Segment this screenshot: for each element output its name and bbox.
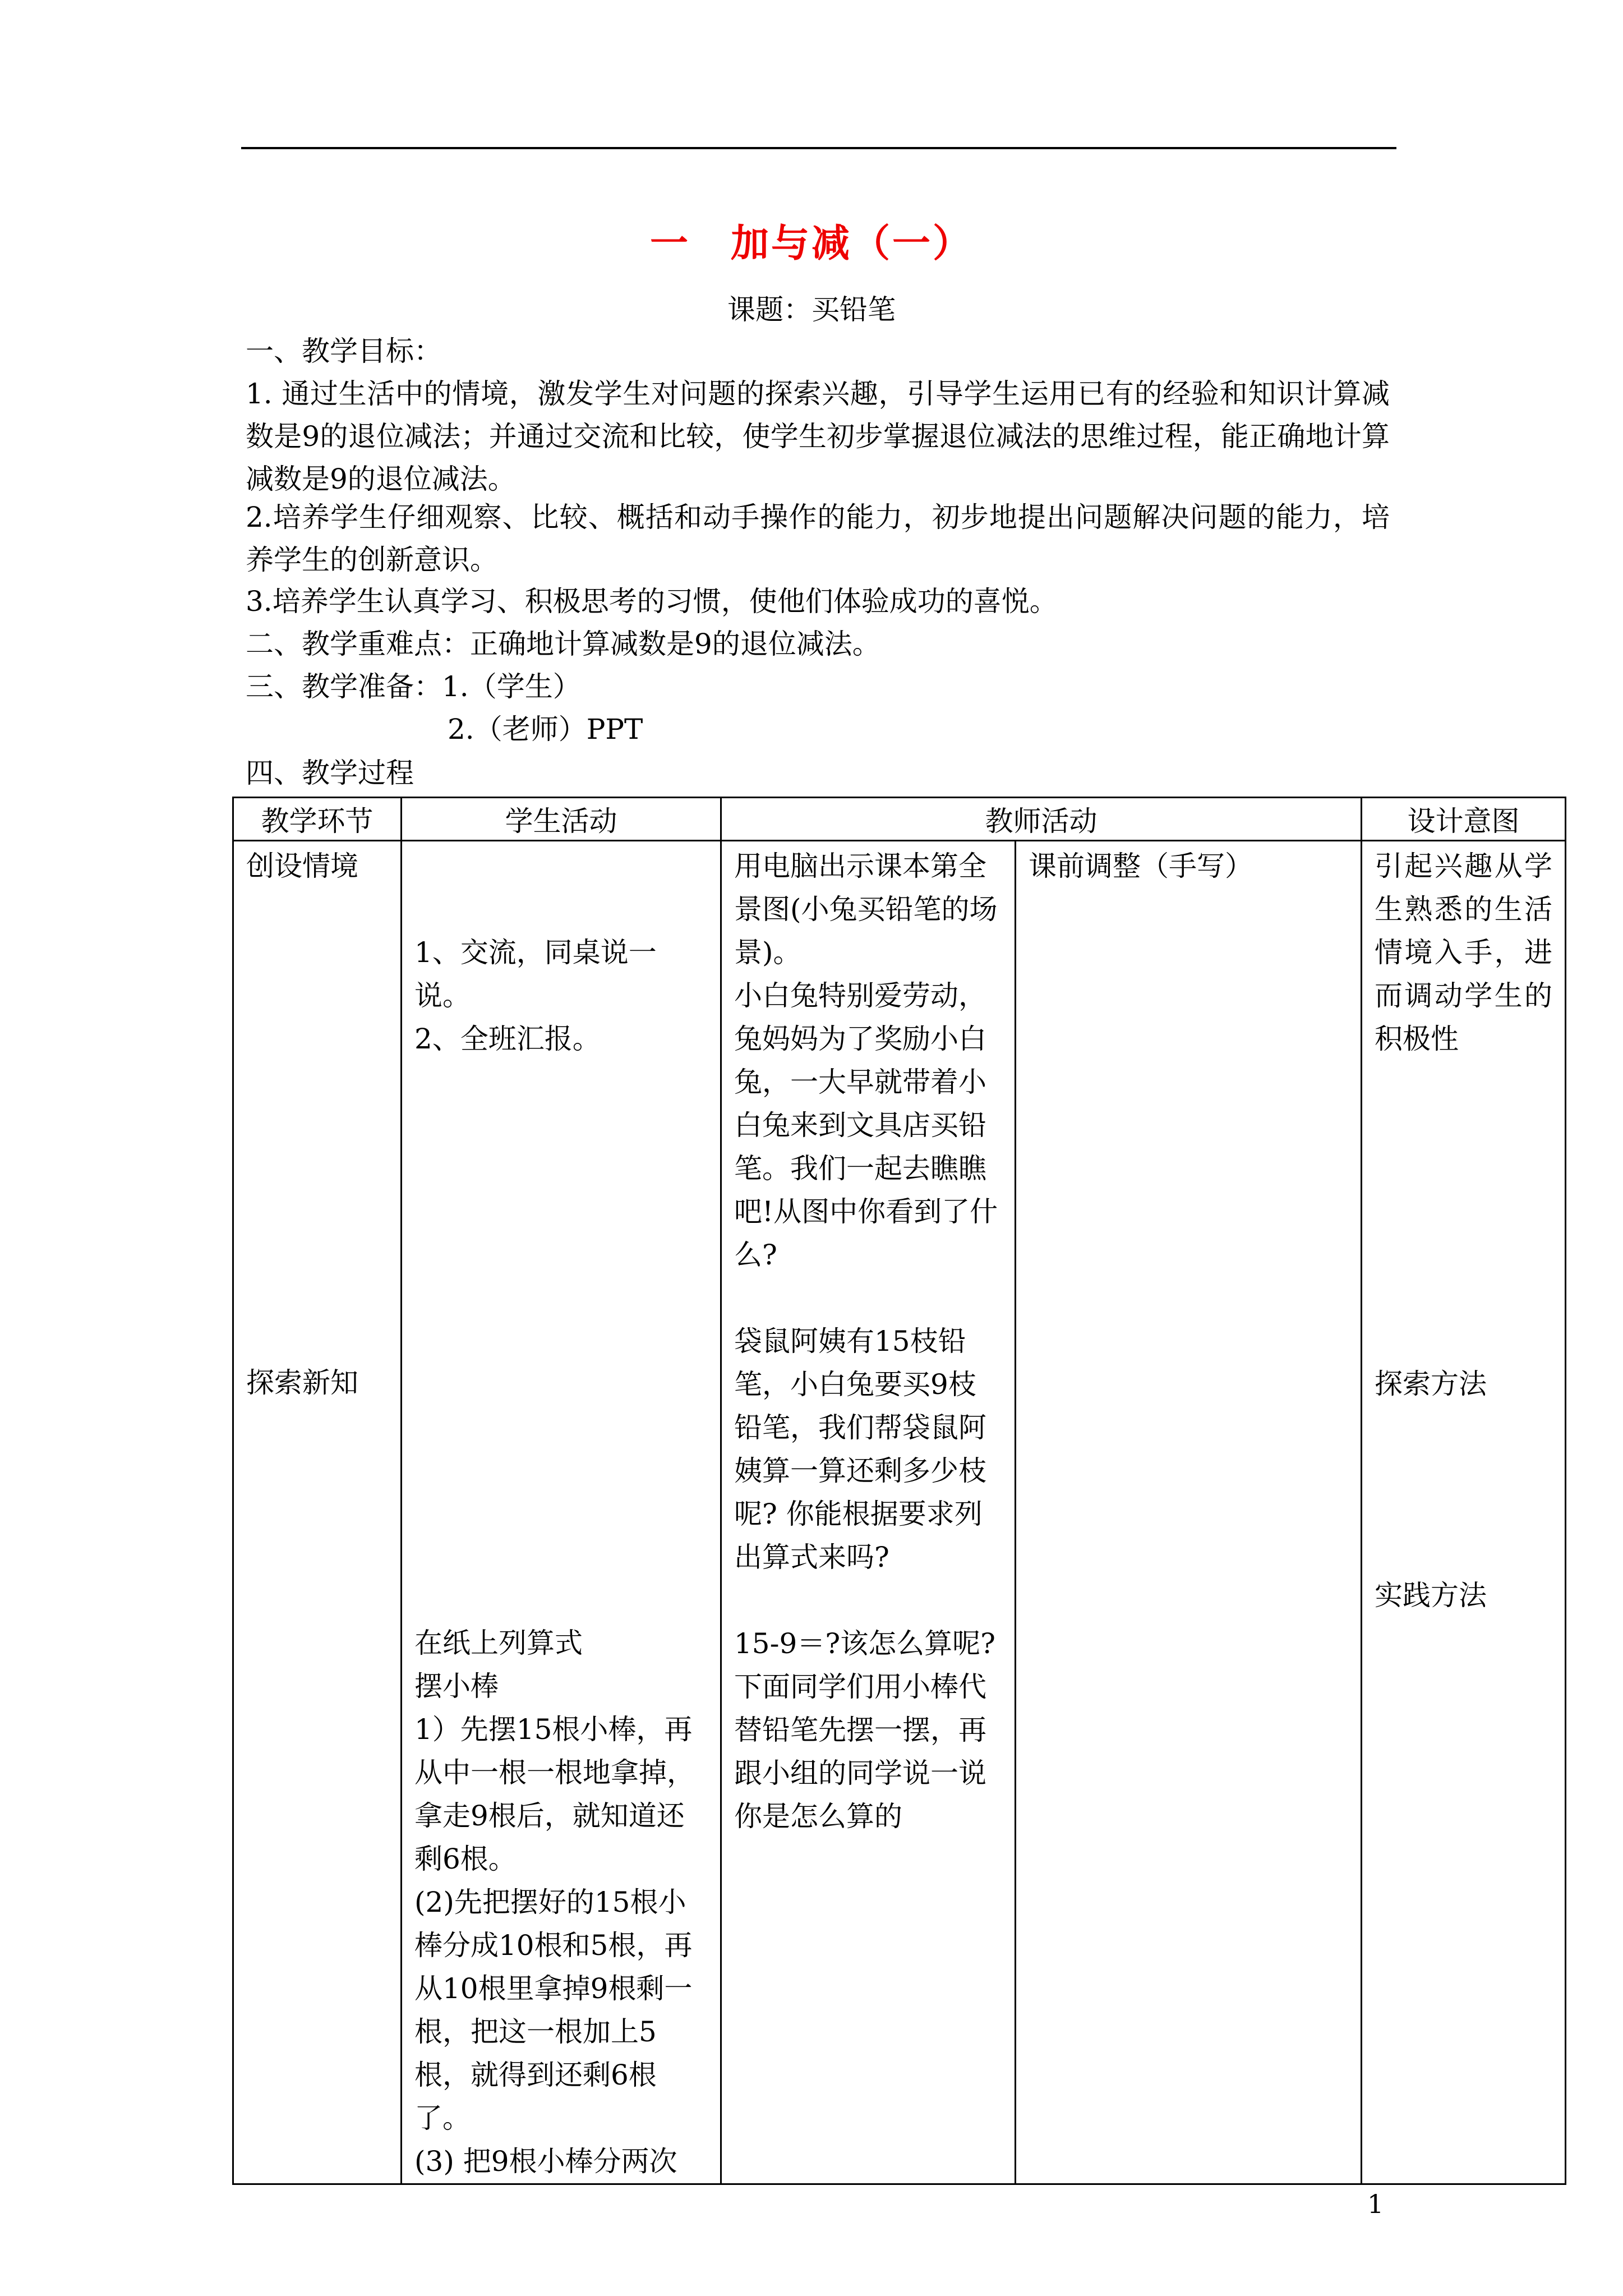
design-intent-item: 探索方法 (1375, 1368, 1487, 1400)
student-activity-cell (402, 841, 721, 2184)
lesson-process-table (232, 797, 1566, 2185)
phase-explore-new: 探索新知 (246, 1366, 358, 1399)
header-rule (241, 147, 1396, 149)
preparation-line: 2.（老师）PPT (448, 713, 643, 746)
teacher-activity-cell (721, 841, 1016, 2184)
teacher-activity-item: 用电脑出示课本第全景图(小兔买铅笔的场景)。 (734, 850, 998, 969)
student-activity-item: 1、交流，同桌说一说。 (414, 936, 657, 1012)
preparation-line: 三、教学准备：1.（学生） (246, 670, 581, 703)
design-intent-item: 引起兴趣从学生熟悉的生活情境入手，进而调动学生的积极性 (1375, 850, 1552, 1055)
document-title: 一 加与减（一） (649, 221, 973, 266)
objective-item: 2.培养学生仔细观察、比较、概括和动手操作的能力，初步地提出问题解决问题的能力，培养学生的创新意识。 (246, 501, 1390, 576)
student-activity-item: 2、全班汇报。 (414, 1023, 601, 1055)
student-activity-item: (2)先把摆好的15根小棒分成10根和5根，再从10根里拿掉9根剩一根，把这一根加上5根，就得到还剩6根了。 (414, 1886, 693, 2134)
table-header-row (233, 798, 1566, 841)
student-activity-item: 摆小棒 (414, 1670, 499, 1703)
objectives-heading: 一、教学目标： (246, 335, 442, 367)
header-design-intent: 设计意图 (1362, 798, 1566, 841)
teacher-notes-cell (1016, 841, 1362, 2184)
teacher-notes-label: 课前调整（手写） (1029, 850, 1253, 882)
process-heading: 四、教学过程 (246, 757, 414, 789)
phase-cell (233, 841, 402, 2184)
header-phase: 教学环节 (233, 798, 402, 841)
objective-item: 1. 通过生活中的情境，激发学生对问题的探索兴趣，引导学生运用已有的经验和知识计算减数是9的退位减法；并通过交流和比较，使学生初步掌握退位减法的思维过程，能正确地计算减数是9的退位减法。 (246, 378, 1390, 495)
student-activity-item: 1）先摆15根小棒，再从中一根一根地拿掉，拿走9根后，就知道还剩6根。 (414, 1713, 695, 1875)
student-activity-item: 在纸上列算式 (414, 1627, 583, 1659)
key-points: 二、教学重难点：正确地计算减数是9的退位减法。 (246, 628, 880, 660)
table-row (233, 841, 1566, 2184)
header-teacher-activity: 教师活动 (721, 798, 1362, 841)
lesson-subtitle: 课题：买铅笔 (727, 293, 896, 326)
design-intent-item: 实践方法 (1375, 1579, 1487, 1612)
teacher-activity-item: 袋鼠阿姨有15枝铅笔，小白兔要买9枝铅笔，我们帮袋鼠阿姨算一算还剩多少枝呢? 你能根据要求列出算式来吗? (734, 1325, 986, 1573)
student-activity-item: (3) 把9根小棒分两次 (414, 2145, 677, 2178)
objective-item: 3.培养学生认真学习、积极思考的习惯，使他们体验成功的喜悦。 (246, 585, 1058, 618)
phase-create-situation: 创设情境 (246, 850, 358, 882)
page-number: 1 (1367, 2189, 1384, 2219)
header-student-activity: 学生活动 (402, 798, 721, 841)
teacher-activity-item: 15-9＝?该怎么算呢?下面同学们用小棒代替铅笔先摆一摆，再跟小组的同学说一说你是怎么算的 (734, 1627, 995, 1833)
teacher-activity-item: 小白兔特别爱劳动，兔妈妈为了奖励小白兔，一大早就带着小白兔来到文具店买铅笔。我们一起去瞧瞧吧!从图中你看到了什么? (734, 979, 998, 1271)
design-intent-cell (1362, 841, 1566, 2184)
